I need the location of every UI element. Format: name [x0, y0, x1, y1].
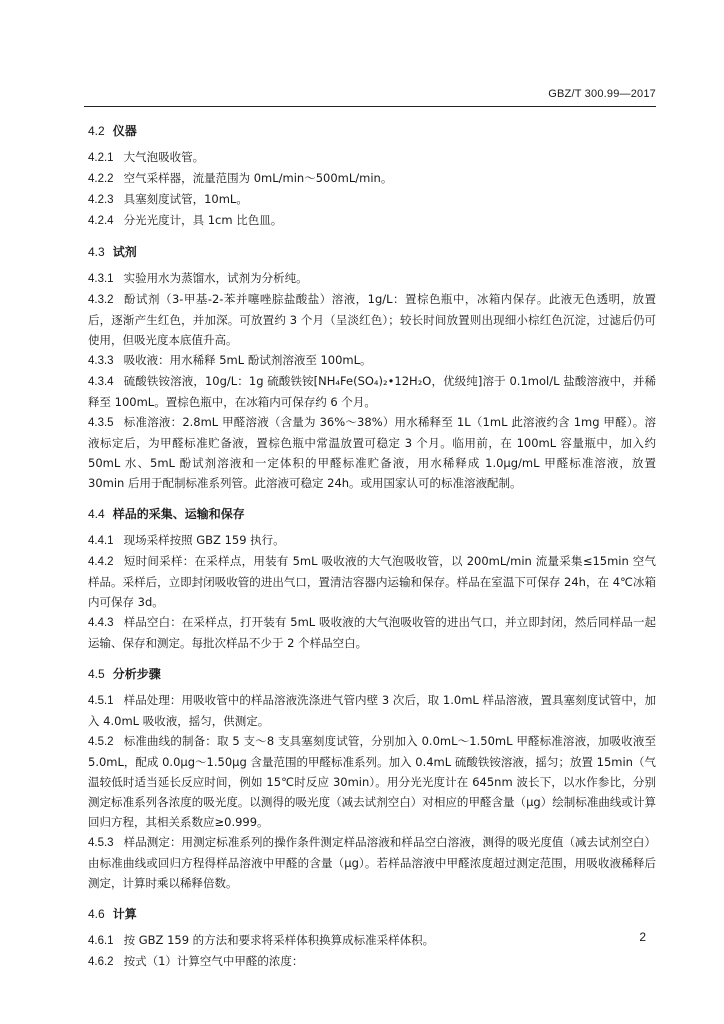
- clause-number: 4.3.3: [88, 355, 114, 367]
- section-title: 分析步骤: [112, 667, 161, 681]
- clause-number: 4.4.2: [88, 556, 114, 568]
- clause-number: 4.4.1: [88, 535, 114, 547]
- clause-number: 4.2.4: [88, 215, 114, 227]
- clause-text: 酚试剂（3-甲基-2-苯并噻唑腙盐酸盐）溶液，1g/L：置棕色瓶中，冰箱内保存。此液无色透明，放置后，逐渐产生红色，并加深。可放置约 3 个月（呈淡红色）；较长时间放置则出现细小棕红色沉淀，过滤后仍可使用，但吸光度本底值升高。: [88, 292, 656, 347]
- section-heading: [88, 904, 656, 924]
- clause-number: 4.2.1: [88, 152, 114, 164]
- clause: [88, 268, 656, 289]
- clause-text: 硫酸铁铵溶液，10g/L：1g 硫酸铁铵[NH₄Fe(SO₄)₂•12H₂O，优级纯]溶于 0.1mol/L 盐酸溶液中，并稀释至 100mL。置棕色瓶中，在冰箱内可保存约 6 个月。: [88, 374, 656, 409]
- clause-text: 现场采样按照 GBZ 159 执行。: [123, 533, 285, 547]
- clause: [88, 731, 656, 832]
- clause-text: 按 GBZ 159 的方法和要求将采样体积换算成标准采样体积。: [123, 933, 435, 947]
- standard-code: GBZ/T 300.99—2017: [548, 88, 656, 100]
- clause-number: 4.5.3: [88, 837, 114, 849]
- clause: [88, 189, 656, 210]
- clause-text: 样品处理：用吸收管中的样品溶液洗涤进气管内壁 3 次后，取 1.0mL 样品溶液，置具塞刻度试管中，加入 4.0mL 吸收液，摇匀，供测定。: [88, 693, 656, 728]
- clause: [88, 168, 656, 189]
- clause-number: 4.5.1: [88, 695, 114, 707]
- header-rule: [84, 106, 656, 107]
- clause-text: 空气采样器，流量范围为 0mL/min～500mL/min。: [123, 171, 393, 185]
- clause-text: 短时间采样：在采样点，用装有 5mL 吸收液的大气泡吸收管，以 200mL/min 流量采集≤15min 空气样品。采样后，立即封闭吸收管的进出气口，置清洁容器内运输和保存。样品在室温下可保存 24h，在 4℃冰箱内可保存 3d。: [88, 554, 656, 609]
- clause-text: 吸收液：用水稀释 5mL 酚试剂溶液至 100mL。: [123, 353, 372, 367]
- clause-text: 标准溶液：2.8mL 甲醛溶液（含量为 36%～38%）用水稀释至 1L（1mL 此溶液约含 1mg 甲醛）。溶液标定后，为甲醛标准贮备液，置棕色瓶中常温放置可稳定 3 个月。临用前，在 100mL 容量瓶中，加入约 50mL 水、5mL 酚试剂溶液和一定体积的甲醛标准贮备液，用水稀释成 1.0μg/mL 甲醛标准溶液，放置 30min 后用于配制标准系列管。此溶液可稳定 24h。或用国家认可的标准溶液配制。: [88, 415, 656, 490]
- section-number: 4.3: [88, 245, 105, 259]
- clause: [88, 412, 656, 493]
- page-number: 2: [639, 930, 646, 944]
- clause: [88, 551, 656, 612]
- clause-text: 样品空白：在采样点，打开装有 5mL 吸收液的大气泡吸收管的进出气口，并立即封闭，然后同样品一起运输、保存和测定。每批次样品不少于 2 个样品空白。: [88, 615, 656, 650]
- clause: [88, 289, 656, 350]
- section-heading: [88, 664, 656, 684]
- section-heading: [88, 504, 656, 524]
- clause: [88, 147, 656, 168]
- section-number: 4.5: [88, 667, 105, 681]
- section-title: 计算: [112, 907, 137, 921]
- clause: [88, 530, 656, 551]
- section-title: 仪器: [112, 124, 137, 138]
- clause: [88, 951, 656, 972]
- clause-number: 4.3.1: [88, 273, 114, 285]
- clause: [88, 210, 656, 231]
- section-heading: [88, 121, 656, 141]
- section-number: 4.6: [88, 907, 105, 921]
- clause-text: 分光光度计，具 1cm 比色皿。: [123, 213, 283, 227]
- clause-number: 4.3.2: [88, 294, 114, 306]
- document-body: [88, 118, 656, 972]
- clause-number: 4.3.5: [88, 417, 114, 429]
- clause-number: 4.2.2: [88, 173, 114, 185]
- clause: [88, 832, 656, 893]
- clause-text: 具塞刻度试管，10mL。: [123, 192, 248, 206]
- clause-number: 4.5.2: [88, 736, 114, 748]
- clause: [88, 350, 656, 371]
- section-number: 4.2: [88, 124, 105, 138]
- clause: [88, 690, 656, 731]
- clause-text: 按式（1）计算空气中甲醛的浓度：: [123, 954, 304, 968]
- clause: [88, 371, 656, 412]
- clause: [88, 612, 656, 653]
- clause-text: 标准曲线的制备：取 5 支～8 支具塞刻度试管，分别加入 0.0mL～1.50mL 甲醛标准溶液，加吸收液至 5.0mL，配成 0.0μg～1.50μg 含量范围的甲醛标准系列。加入 0.4mL 硫酸铁铵溶液，摇匀；放置 15min（气温较低时适当延长反应时间，例如 15℃时反应 30min）。用分光光度计在 645nm 波长下，以水作参比，分别测定标准系列各浓度的吸光度。以测得的吸光度（减去试剂空白）对相应的甲醛含量（μg）绘制标准曲线或计算回归方程，其相关系数应≥0.999。: [88, 734, 656, 829]
- section-title: 试剂: [112, 245, 137, 259]
- section-number: 4.4: [88, 507, 105, 521]
- clause-number: 4.4.3: [88, 617, 114, 629]
- clause-text: 大气泡吸收管。: [123, 150, 205, 164]
- section-heading: [88, 242, 656, 262]
- clause-text: 样品测定：用测定标准系列的操作条件测定样品溶液和样品空白溶液，测得的吸光度值（减去试剂空白）由标准曲线或回归方程得样品溶液中甲醛的含量（μg）。若样品溶液中甲醛浓度超过测定范围，用吸收液稀释后测定，计算时乘以稀释倍数。: [88, 835, 656, 890]
- clause-number: 4.2.3: [88, 194, 114, 206]
- section-title: 样品的采集、运输和保存: [112, 507, 245, 521]
- clause-text: 实验用水为蒸馏水，试剂为分析纯。: [123, 271, 308, 285]
- clause-number: 4.6.1: [88, 935, 114, 947]
- clause-number: 4.3.4: [88, 376, 114, 388]
- clause: [88, 930, 656, 951]
- clause-number: 4.6.2: [88, 956, 114, 968]
